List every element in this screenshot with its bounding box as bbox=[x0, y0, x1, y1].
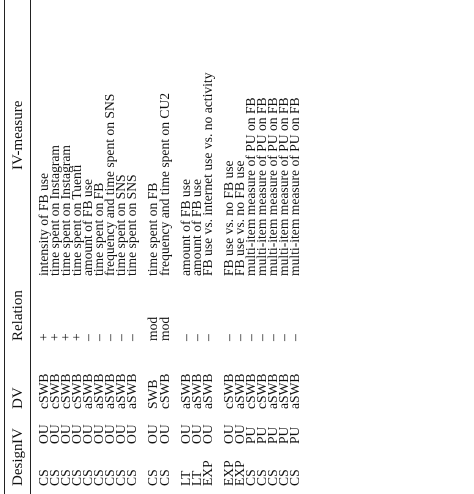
cell-relation: mod bbox=[156, 316, 172, 341]
cell-dv: aSWB bbox=[287, 373, 302, 409]
cell-iv-measure: amount of FB use bbox=[177, 178, 193, 276]
cell-iv: OU bbox=[80, 424, 96, 444]
cell-iv: OU bbox=[69, 424, 85, 444]
cell-dv: aSWB bbox=[113, 373, 129, 409]
cell-design: EXP bbox=[199, 460, 215, 486]
table-row bbox=[199, 0, 215, 486]
cell-iv: OU bbox=[156, 424, 172, 444]
cell-dv: cSWB bbox=[36, 373, 51, 409]
header-dv: DV bbox=[10, 387, 26, 409]
table-row bbox=[156, 0, 172, 486]
cell-iv-measure: time spent on Instagram bbox=[58, 145, 74, 276]
cell-iv: OU bbox=[199, 424, 215, 444]
cell-iv-measure: intensity of FB use bbox=[36, 172, 51, 276]
cell-relation: – bbox=[102, 334, 118, 341]
cell-dv: cSWB bbox=[253, 373, 269, 409]
cell-dv: cSWB bbox=[156, 373, 172, 409]
cell-relation: – bbox=[287, 334, 302, 341]
cell-design: CS bbox=[113, 469, 129, 486]
cell-relation: + bbox=[47, 333, 62, 341]
cell-dv: aSWB bbox=[102, 373, 118, 409]
cell-dv: aSWB bbox=[231, 373, 247, 409]
cell-design: CS bbox=[156, 469, 172, 486]
cell-dv: aSWB bbox=[199, 373, 215, 409]
cell-iv: OU bbox=[220, 424, 236, 444]
cell-design: CS bbox=[102, 469, 118, 486]
cell-relation: + bbox=[69, 333, 85, 341]
cell-iv: PU bbox=[264, 426, 280, 444]
cell-dv: cSWB bbox=[58, 373, 74, 409]
cell-dv: cSWB bbox=[47, 373, 62, 409]
cell-design: CS bbox=[80, 469, 96, 486]
cell-iv: OU bbox=[102, 424, 118, 444]
cell-iv-measure: time spent on SNS bbox=[113, 174, 129, 276]
cell-iv-measure: frequency and time spent on CU2 bbox=[156, 92, 172, 276]
cell-iv-measure: amount of FB use bbox=[80, 178, 96, 276]
cell-relation: – bbox=[199, 334, 215, 341]
cell-iv-measure: multi-item measure of PU on FB bbox=[242, 97, 258, 276]
cell-iv: OU bbox=[91, 424, 107, 444]
cell-design: CS bbox=[58, 469, 74, 486]
cell-iv: OU bbox=[177, 424, 193, 444]
cell-iv: PU bbox=[287, 426, 302, 444]
cell-design: CS bbox=[145, 469, 161, 486]
cell-iv-measure: multi-item measure of PU on FB bbox=[287, 97, 302, 276]
cell-dv: SWB bbox=[145, 379, 161, 409]
cell-iv: OU bbox=[231, 424, 247, 444]
table-row bbox=[124, 0, 140, 486]
cell-design: CS bbox=[69, 469, 85, 486]
cell-relation: – bbox=[124, 334, 140, 341]
cell-design: CS bbox=[47, 469, 62, 486]
cell-relation: – bbox=[177, 334, 193, 341]
cell-iv: OU bbox=[113, 424, 129, 444]
cell-iv-measure: time spent on Tuenti bbox=[69, 164, 85, 276]
header-rule bbox=[30, 0, 31, 494]
cell-iv-measure: time spent on SNS bbox=[124, 174, 140, 276]
cell-dv: aSWB bbox=[188, 373, 204, 409]
cell-dv: aSWB bbox=[124, 373, 140, 409]
cell-iv-measure: FB use vs. no FB use bbox=[220, 160, 236, 276]
cell-iv: PU bbox=[253, 426, 269, 444]
cell-dv: aSWB bbox=[91, 373, 107, 409]
cell-design: LT bbox=[177, 470, 193, 486]
cell-iv-measure: time spent on FB bbox=[91, 182, 107, 276]
cell-design: CS bbox=[264, 469, 280, 486]
cell-iv-measure: FB use vs. internet use vs. no activity bbox=[199, 72, 215, 276]
cell-iv: PU bbox=[276, 426, 291, 444]
cell-design: CS bbox=[287, 469, 302, 486]
cell-dv: cSWB bbox=[242, 373, 258, 409]
cell-iv-measure: multi-item measure of PU on FB bbox=[253, 97, 269, 276]
cell-relation: + bbox=[36, 333, 51, 341]
cell-iv-measure: multi-item measure of PU on FB bbox=[264, 97, 280, 276]
cell-design: CS bbox=[253, 469, 269, 486]
header-iv: IV bbox=[10, 428, 26, 444]
cell-relation: – bbox=[276, 334, 291, 341]
cell-relation: – bbox=[91, 334, 107, 341]
cell-design: CS bbox=[124, 469, 140, 486]
header-iv-measure: IV-measure bbox=[10, 100, 26, 170]
cell-relation: + bbox=[58, 333, 74, 341]
cell-iv: OU bbox=[58, 424, 74, 444]
cell-relation: – bbox=[80, 334, 96, 341]
cell-design: LT bbox=[188, 470, 204, 486]
cell-relation: – bbox=[220, 334, 236, 341]
cell-design: EXP bbox=[231, 460, 247, 486]
cell-dv: aSWB bbox=[276, 373, 291, 409]
cell-relation: – bbox=[253, 334, 269, 341]
cell-design: CS bbox=[276, 469, 291, 486]
cell-relation: – bbox=[264, 334, 280, 341]
cell-iv: OU bbox=[36, 424, 51, 444]
cell-relation: – bbox=[231, 334, 247, 341]
cell-relation: mod bbox=[145, 316, 161, 341]
cell-iv-measure: FB use vs. no FB use bbox=[231, 160, 247, 276]
cell-iv-measure: time spent on FB bbox=[145, 182, 161, 276]
header-design: Design bbox=[10, 443, 26, 486]
cell-design: CS bbox=[36, 469, 51, 486]
cell-iv-measure: amount of FB use bbox=[188, 178, 204, 276]
cell-iv-measure: multi-item measure of PU on FB bbox=[276, 97, 291, 276]
cell-iv-measure: frequency and time spent on SNS bbox=[102, 93, 118, 276]
table-row bbox=[287, 0, 302, 486]
cell-relation: – bbox=[242, 334, 258, 341]
cell-design: EXP bbox=[220, 460, 236, 486]
cell-relation: – bbox=[113, 334, 129, 341]
cell-dv: aSWB bbox=[264, 373, 280, 409]
cell-dv: aSWB bbox=[80, 373, 96, 409]
table-top-rule bbox=[4, 0, 5, 494]
cell-dv: aSWB bbox=[177, 373, 193, 409]
cell-iv: OU bbox=[145, 424, 161, 444]
cell-iv: OU bbox=[124, 424, 140, 444]
cell-dv: cSWB bbox=[69, 373, 85, 409]
cell-design: CS bbox=[91, 469, 107, 486]
cell-relation: – bbox=[188, 334, 204, 341]
cell-design: CS bbox=[242, 469, 258, 486]
cell-iv-measure: time spent on Instagram bbox=[47, 145, 62, 276]
cell-iv: OU bbox=[188, 424, 204, 444]
cell-iv: OU bbox=[47, 424, 62, 444]
cell-dv: cSWB bbox=[220, 373, 236, 409]
header-relation: Relation bbox=[10, 290, 26, 341]
cell-iv: PU bbox=[242, 426, 258, 444]
